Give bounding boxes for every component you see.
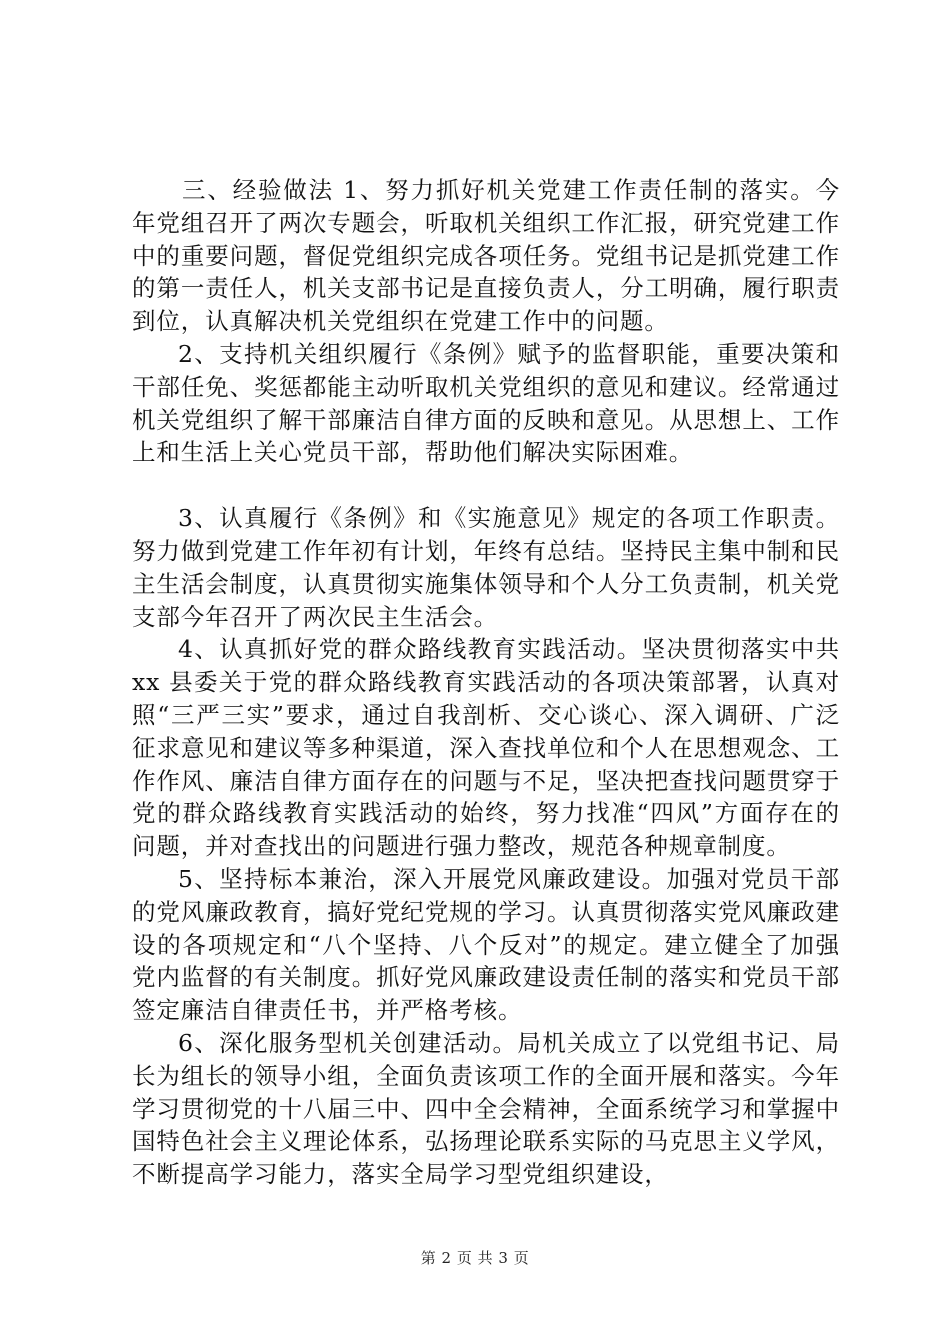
paragraph-6: 6、深化服务型机关创建活动。局机关成立了以党组书记、局长为组长的领导小组，全面负责该项工作的全面开展和落实。今年学习贯彻党的十八届三中、四中全会精神，全面系统学习和掌握中国特色社会主义理论体系，弘扬理论联系实际的马克思主义学风，不断提高学习能力，落实全局学习型党组织建设，	[132, 1028, 840, 1189]
paragraph-2: 2、支持机关组织履行《条例》赋予的监督职能，重要决策和干部任免、奖惩都能主动听取机关党组织的意见和建议。经常通过机关党组织了解干部廉洁自律方面的反映和意见。从思想上、工作上和生活上关心党员干部，帮助他们解决实际困难。	[132, 339, 840, 467]
paragraph-5: 5、坚持标本兼治，深入开展党风廉政建设。加强对党员干部的党风廉政教育，搞好党纪党规的学习。认真贯彻落实党风廉政建设的各项规定和“八个坚持、八个反对”的规定。建立健全了加强党内监督的有关制度。抓好党风廉政建设责任制的落实和党员干部签定廉洁自律责任书，并严格考核。	[132, 864, 840, 1025]
paragraph-4: 4、认真抓好党的群众路线教育实践活动。坚决贯彻落实中共 xx 县委关于党的群众路线教育实践活动的各项决策部署，认真对照“三严三实”要求，通过自我剖析、交心谈心、深入调研、广泛征求意见和建议等多种渠道，深入查找单位和个人在思想观念、工作作风、廉洁自律方面存在的问题与不足，坚决把查找问题贯穿于党的群众路线教育实践活动的始终，努力找准“四风”方面存在的问题，并对查找出的问题进行强力整改，规范各种规章制度。	[132, 635, 840, 861]
paragraph-3: 3、认真履行《条例》和《实施意见》规定的各项工作职责。努力做到党建工作年初有计划，年终有总结。坚持民主集中制和民主生活会制度，认真贯彻实施集体领导和个人分工负责制，机关党支部今年召开了两次民主生活会。	[132, 504, 840, 631]
document-body	[132, 174, 840, 1191]
page-footer: 第 2 页 共 3 页	[420, 1249, 530, 1267]
paragraph-experience-intro: 三、经验做法 1、努力抓好机关党建工作责任制的落实。今年党组召开了两次专题会，听取机关组织工作汇报，研究党建工作中的重要问题，督促党组织完成各项任务。党组书记是抓党建工作的第一责任人，机关支部书记是直接负责人，分工明确，履行职责到位，认真解决机关党组织在党建工作中的问题。	[132, 176, 840, 336]
